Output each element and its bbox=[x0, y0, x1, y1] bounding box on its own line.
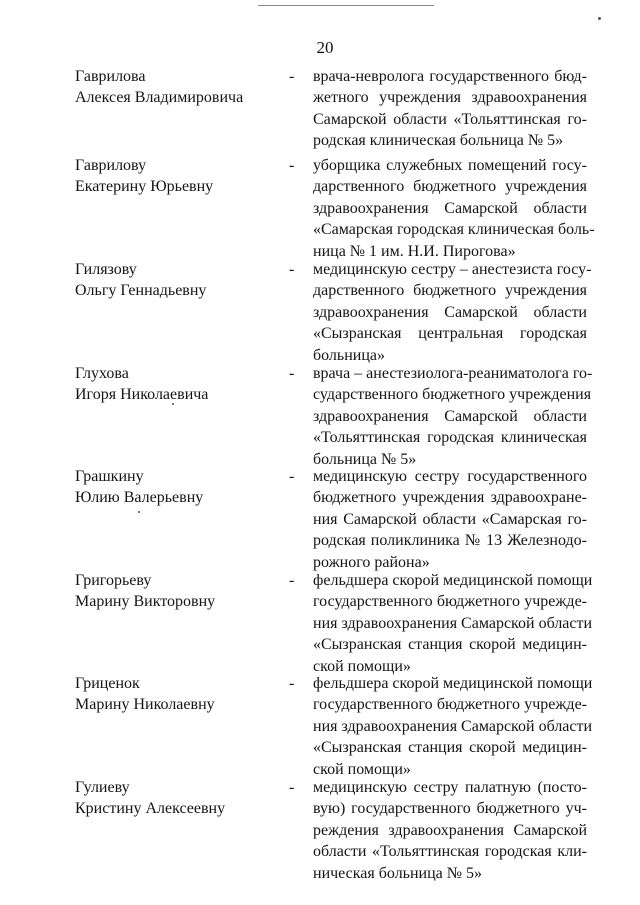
position-description-line: больница» bbox=[313, 346, 385, 364]
entry-dash: - bbox=[289, 675, 295, 692]
position-description-line: рожного района» bbox=[313, 553, 430, 571]
position-description-line: реждения здравоохранения Самарской bbox=[313, 821, 587, 839]
scan-speck bbox=[598, 17, 601, 20]
person-name-line: Игоря Николаевича bbox=[75, 386, 209, 403]
person-name-line: Гриценок bbox=[75, 675, 140, 692]
position-description-line: медицинскую сестру палатную (посто- bbox=[313, 779, 587, 796]
person-name-line: Глухова bbox=[75, 365, 129, 382]
position-description-line: «Сызранская станция скорой медицин- bbox=[313, 636, 587, 654]
person-name-line: Юлию Валерьевну bbox=[75, 489, 204, 506]
position-description-line: ница № 1 им. Н.И. Пирогова» bbox=[313, 242, 516, 260]
position-description-line: ния здравоохранения Самарской области bbox=[313, 614, 593, 632]
entry-dash: - bbox=[289, 365, 295, 382]
position-description-line: сударственного бюджетного учреждения bbox=[313, 386, 592, 404]
person-name-line: Марину Викторовну bbox=[75, 593, 216, 610]
entry-dash: - bbox=[289, 261, 295, 278]
position-description-line: медицинскую сестру – анестезиста госу- bbox=[313, 261, 592, 278]
person-name bbox=[75, 673, 275, 715]
person-name bbox=[75, 466, 275, 508]
position-description-line: жетного учреждения здравоохранения bbox=[313, 89, 587, 107]
position-description-line: ской помощи» bbox=[313, 657, 411, 675]
person-name bbox=[75, 777, 275, 819]
person-name-line: Григорьеву bbox=[75, 572, 152, 589]
position-description-line: ской помощи» bbox=[313, 760, 411, 778]
position-description-line: «Самарская городская клиническая боль- bbox=[313, 221, 595, 239]
position-description-line: ническая больница № 5» bbox=[313, 864, 483, 882]
position-description-line: «Тольяттинская городская клиническая bbox=[313, 429, 587, 447]
position-description-line: фельдшера скорой медицинской помощи bbox=[313, 675, 593, 692]
position-description bbox=[313, 363, 593, 470]
position-description-line: уборщика служебных помещений госу- bbox=[313, 157, 587, 174]
person-name bbox=[75, 363, 275, 405]
position-description-line: здравоохранения Самарской области bbox=[313, 407, 587, 425]
position-description-line: вую) государственного бюджетного уч- bbox=[313, 800, 587, 818]
position-description bbox=[313, 466, 587, 573]
position-description-line: области «Тольяттинская городская кли- bbox=[313, 843, 587, 861]
position-description bbox=[313, 259, 592, 366]
page-number: 20 bbox=[316, 38, 334, 57]
position-description-line: фельдшера скорой медицинской помощи bbox=[313, 572, 593, 589]
person-name-line: Кристину Алексеевну bbox=[75, 800, 226, 817]
scan-top-line bbox=[258, 5, 434, 6]
position-description-line: родская клиническая больница № 5» bbox=[313, 132, 564, 150]
person-name bbox=[75, 259, 275, 301]
person-name-line: Марину Николаевну bbox=[75, 696, 215, 713]
person-name-line: Гаврилову bbox=[75, 157, 147, 174]
position-description-line: «Сызранская станция скорой медицин- bbox=[313, 739, 587, 757]
person-name-line: Грашкину bbox=[75, 468, 144, 485]
entry-dash: - bbox=[289, 572, 295, 589]
entry-dash: - bbox=[289, 157, 295, 174]
position-description-line: Самарской области «Тольяттинская го- bbox=[313, 110, 587, 128]
position-description bbox=[313, 777, 587, 884]
position-description bbox=[313, 570, 593, 677]
position-description-line: дарственного бюджетного учреждения bbox=[313, 178, 587, 196]
position-description-line: здравоохранения Самарской области bbox=[313, 199, 587, 217]
person-name bbox=[75, 570, 275, 612]
person-name-line: Гаврилова bbox=[75, 68, 146, 85]
position-description-line: «Сызранская центральная городская bbox=[313, 325, 587, 343]
entry-dash: - bbox=[289, 68, 295, 85]
position-description-line: государственного бюджетного учрежде- bbox=[313, 696, 587, 714]
position-description bbox=[313, 66, 587, 152]
person-name-line: Ольгу Геннадьевну bbox=[75, 282, 207, 299]
position-description-line: государственного бюджетного учрежде- bbox=[313, 593, 587, 611]
entry-dash: - bbox=[289, 468, 295, 485]
scan-speck bbox=[138, 511, 140, 513]
person-name-line: Екатерину Юрьевну bbox=[75, 178, 214, 195]
entry-dash: - bbox=[289, 779, 295, 796]
person-name bbox=[75, 66, 275, 108]
position-description-line: ния Самарской области «Самарская го- bbox=[313, 510, 587, 528]
person-name-line: Алексея Владимировича bbox=[75, 89, 244, 106]
position-description bbox=[313, 155, 595, 262]
position-description-line: дарственного бюджетного учреждения bbox=[313, 282, 587, 300]
position-description bbox=[313, 673, 593, 780]
position-description-line: медицинскую сестру государственного bbox=[313, 468, 587, 485]
position-description-line: врача – анестезиолога-реаниматолога го- bbox=[313, 365, 593, 382]
position-description-line: здравоохранения Самарской области bbox=[313, 303, 587, 321]
position-description-line: бюджетного учреждения здравоохране- bbox=[313, 489, 587, 507]
position-description-line: ния здравоохранения Самарской области bbox=[313, 717, 593, 735]
person-name bbox=[75, 155, 275, 197]
position-description-line: врача-невролога государственного бюд- bbox=[313, 68, 587, 85]
position-description-line: больница № 5» bbox=[313, 450, 417, 468]
position-description-line: родская поликлиника № 13 Железнодо- bbox=[313, 532, 587, 550]
person-name-line: Гулиеву bbox=[75, 779, 130, 796]
person-name-line: Гилязову bbox=[75, 261, 137, 278]
